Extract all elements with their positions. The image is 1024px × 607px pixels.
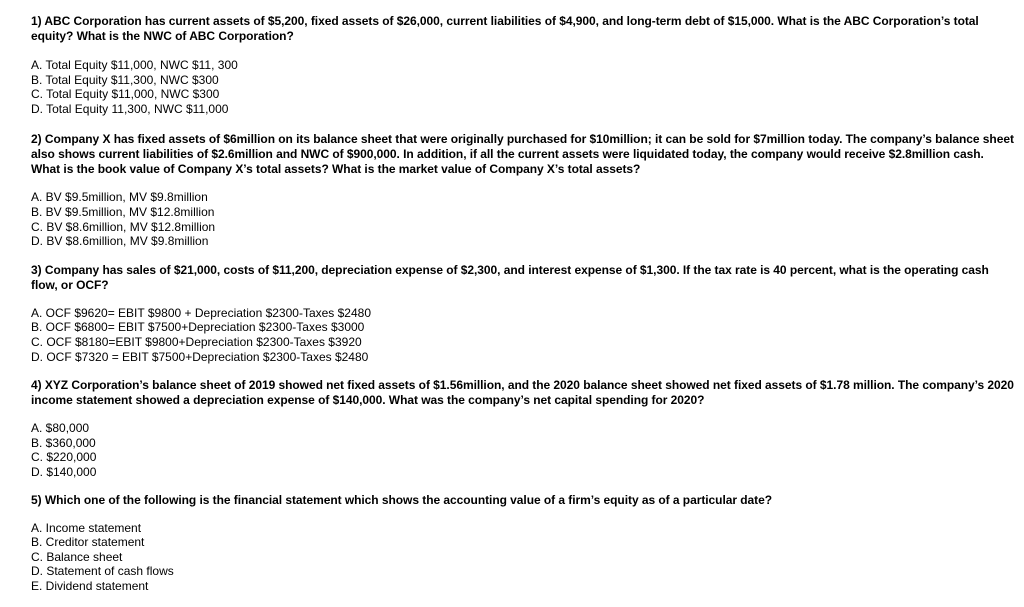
answer-option-b: B. Creditor statement <box>31 535 145 550</box>
question-2 <box>31 132 1014 248</box>
answer-options <box>31 521 1014 594</box>
answer-option-b: B. OCF $6800= EBIT $7500+Depreciation $2300-Taxes $3000 <box>31 320 365 335</box>
answer-option-d: D. OCF $7320 = EBIT $7500+Depreciation $2300-Taxes $2480 <box>31 349 369 364</box>
question-1 <box>31 14 1014 116</box>
question-3 <box>31 263 1014 364</box>
answer-option-b: B. Total Equity $11,300, NWC $300 <box>31 72 219 87</box>
answer-option-b: B. $360,000 <box>31 435 96 450</box>
answer-option-d: D. BV $8.6million, MV $9.8million <box>31 234 209 249</box>
answer-options <box>31 306 1014 364</box>
question-text: 5) Which one of the following is the financial statement which shows the accounting value of a firm’s equity as of a particular date? <box>31 492 773 507</box>
answer-option-e: E. Dividend statement <box>31 578 149 593</box>
answer-options <box>31 421 1014 479</box>
answer-option-c: C. Balance sheet <box>31 549 123 564</box>
answer-option-b: B. BV $9.5million, MV $12.8million <box>31 204 215 219</box>
question-4 <box>31 378 1014 479</box>
answer-options <box>31 190 1014 248</box>
answer-option-a: A. Total Equity $11,000, NWC $11, 300 <box>31 58 238 72</box>
answer-option-c: C. $220,000 <box>31 450 97 465</box>
answer-option-d: D. Total Equity 11,300, NWC $11,000 <box>31 101 229 116</box>
answer-option-a: A. Income statement <box>31 520 142 535</box>
question-text: 1) ABC Corporation has current assets of $5,200, fixed assets of $26,000, current liabilities of $4,900, and long-term debt of $15,000. What is the ABC Corporation’s total equity? What is the NWC of ABC Corporation? <box>31 14 979 43</box>
answer-option-d: D. $140,000 <box>31 464 97 479</box>
answer-option-a: A. OCF $9620= EBIT $9800 + Depreciation $2300-Taxes $2480 <box>31 305 372 320</box>
answer-options <box>31 58 1014 116</box>
answer-option-c: C. BV $8.6million, MV $12.8million <box>31 219 216 234</box>
question-text: 3) Company has sales of $21,000, costs of $11,200, depreciation expense of $2,300, and interest expense of $1,300. If the tax rate is 40 percent, what is the operating cash flow, or OCF? <box>31 262 989 292</box>
question-text: 4) XYZ Corporation’s balance sheet of 2019 showed net fixed assets of $1.56million, and the 2020 balance sheet showed net fixed assets of $1.78 million. The company’s 2020 income statement showed a depreciation expense of $140,000. What was the company’s net capital spending for 2020? <box>31 378 1014 408</box>
answer-option-c: C. OCF $8180=EBIT $9800+Depreciation $2300-Taxes $3920 <box>31 334 362 349</box>
answer-option-a: A. $80,000 <box>31 421 90 436</box>
question-5 <box>31 493 1014 594</box>
question-text: 2) Company X has fixed assets of $6million on its balance sheet that were originally purchased for $10million; it can be sold for $7million today. The company’s balance sheet also shows current liabilities of $2.6million and NWC of $900,000. In addition, if all the current assets were liquidated today, the company would receive $2.8million cash. What is the book value of Company X’s total assets? What is the market value of Company X’s total assets? <box>31 132 1014 177</box>
answer-option-c: C. Total Equity $11,000, NWC $300 <box>31 87 220 102</box>
answer-option-d: D. Statement of cash flows <box>31 564 174 579</box>
answer-option-a: A. BV $9.5million, MV $9.8million <box>31 190 208 205</box>
